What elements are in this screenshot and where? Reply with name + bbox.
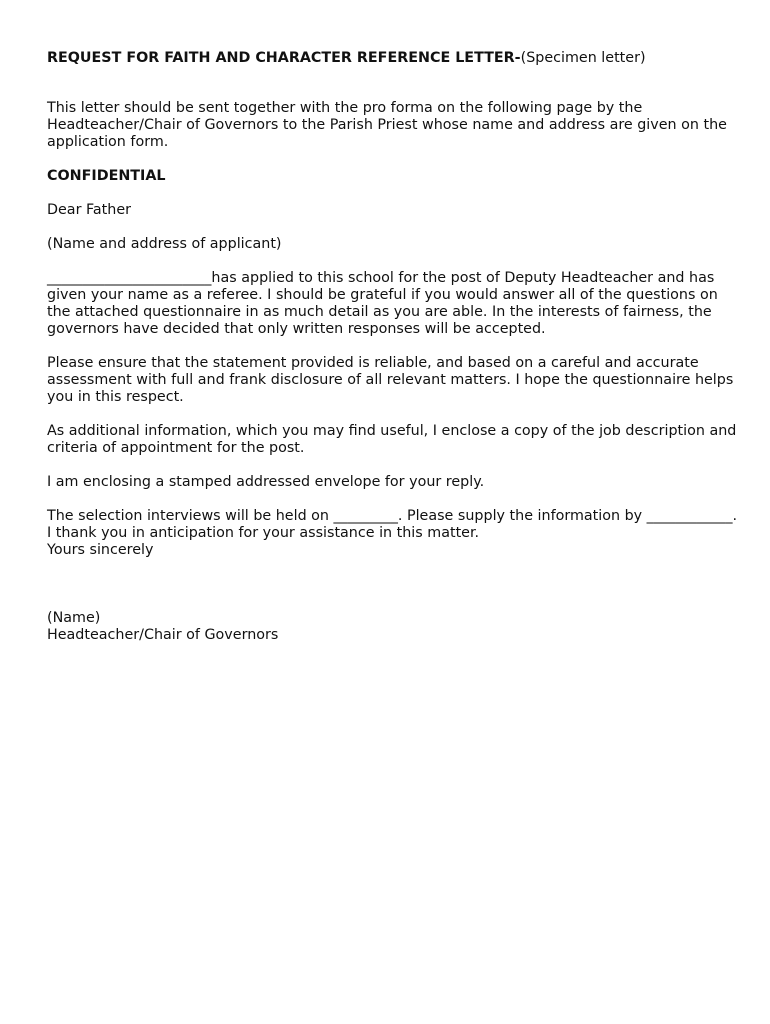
paragraph-envelope: I am enclosing a stamped addressed envelope for your reply. — [47, 474, 485, 490]
letter-title — [47, 50, 737, 67]
letter-title-suffix: (Specimen letter) — [520, 50, 646, 66]
salutation: Dear Father — [47, 202, 132, 218]
paragraph-thanks: I thank you in anticipation for your assistance in this matter. — [47, 525, 480, 541]
confidential-heading: CONFIDENTIAL — [47, 168, 166, 184]
intro-paragraph: This letter should be sent together with the pro forma on the following page by the Headteacher/Chair of Governors to the Parish Priest whose name and address are given on the application form. — [47, 100, 727, 150]
applicant-placeholder: (Name and address of applicant) — [47, 236, 282, 252]
paragraph-referee-request: _______________________has applied to this school for the post of Deputy Headteacher and has given your name as a referee. I should be grateful if you would answer all of the questions on the attached questionnaire in as much detail as you are able. In the interests of fairness, the governors have decided that only written responses will be accepted. — [47, 270, 718, 337]
paragraph-reliability: Please ensure that the statement provided is reliable, and based on a careful and accurate assessment with full and frank disclosure of all relevant matters. I hope the questionnaire helps you in this respect. — [47, 355, 734, 405]
paragraph-additional-info: As additional information, which you may find useful, I enclose a copy of the job description and criteria of appointment for the post. — [47, 423, 737, 456]
letter-page — [47, 50, 737, 644]
letter-title-main: REQUEST FOR FAITH AND CHARACTER REFERENCE LETTER- — [47, 50, 521, 66]
paragraph-interview-dates: The selection interviews will be held on _________. Please supply the information by ____________. — [47, 508, 738, 524]
signature-name: (Name) — [47, 610, 101, 626]
closing: Yours sincerely — [47, 542, 154, 558]
signature-role: Headteacher/Chair of Governors — [47, 627, 279, 643]
